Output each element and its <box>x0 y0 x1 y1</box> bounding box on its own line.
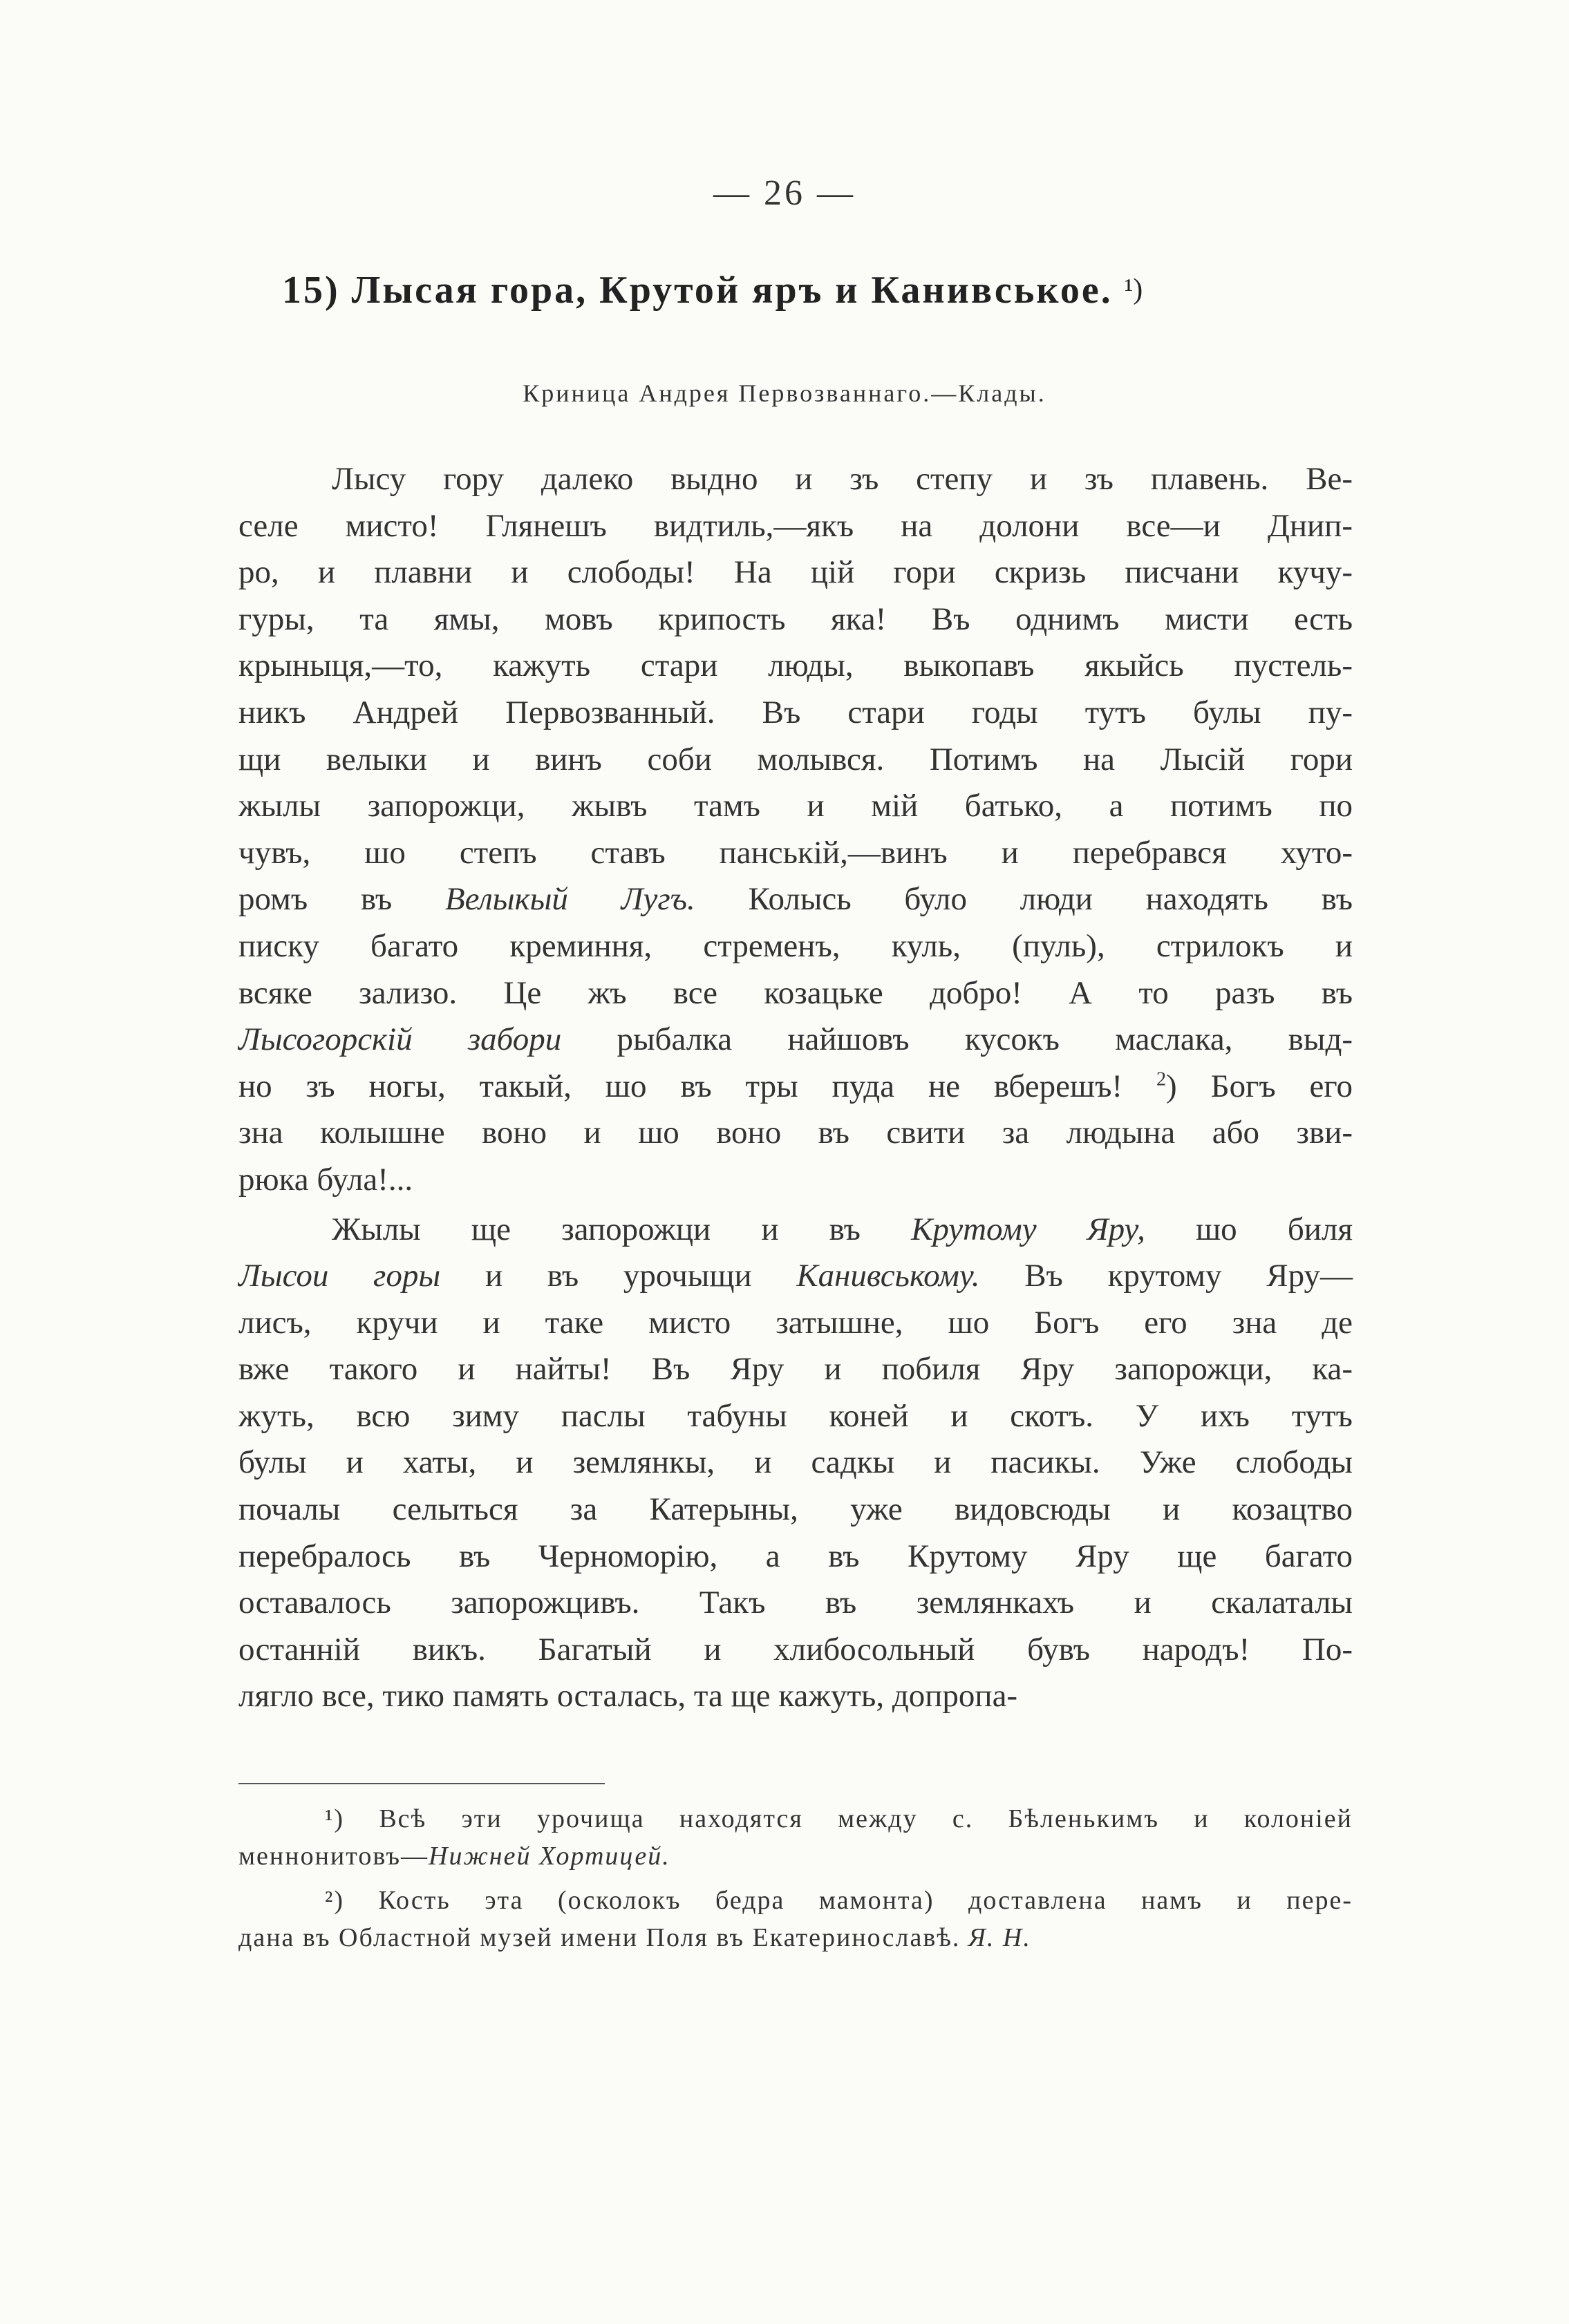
text-line <box>238 1110 1353 1157</box>
text-line <box>238 1157 1353 1204</box>
text-run: писку багато креминня, стременъ, куль, (пуль), стрилокъ и <box>238 927 1353 964</box>
paragraph-2 <box>238 1207 1353 1721</box>
text-run: селе мисто! Глянешъ видтиль,—якъ на долони все—и Днип- <box>238 507 1353 544</box>
text-run: жуть, всю зиму паслы табуны коней и скотъ. У ихъ тутъ <box>238 1397 1353 1434</box>
chapter-footnote-ref: ¹) <box>1124 274 1143 305</box>
text-run: но зъ ногы, такый, шо въ тры пуда не вберешъ! <box>238 1068 1156 1104</box>
italic-text-run: Крутому Яру, <box>911 1211 1145 1247</box>
text-line <box>238 1300 1353 1347</box>
italic-text-run: Я. Н. <box>968 1923 1031 1952</box>
text-line <box>238 1346 1353 1393</box>
text-run: оставалось запорожцивъ. Такъ въ землянкахъ и скалаталы <box>238 1585 1353 1621</box>
chapter-title <box>282 268 1143 312</box>
text-run: лягло все, тико память осталась, та ще кажуть, допропа- <box>238 1678 1018 1714</box>
text-run: жылы запорожци, жывъ тамъ и мій батько, а потимъ по <box>238 788 1353 824</box>
text-line <box>238 456 1353 503</box>
text-line <box>238 1533 1353 1580</box>
italic-text-run: Лысои горы <box>238 1258 441 1294</box>
text-line <box>238 737 1353 784</box>
text-run: перебралось въ Черноморію, а въ Крутому Яру ще багато <box>238 1538 1353 1574</box>
page-number: — 26 — <box>713 173 856 213</box>
text-run: ) Богъ его <box>1166 1068 1353 1104</box>
text-run: Въ крутому Яру— <box>979 1258 1353 1294</box>
text-line <box>238 1253 1353 1300</box>
text-line <box>238 876 1353 923</box>
text-run: крыныця,—то, кажуть стари люды, выкопавъ якыйсь пустель- <box>238 648 1353 684</box>
text-run: Лысу гору далеко выдно и зъ степу и зъ плавень. Ве- <box>332 461 1353 497</box>
chapter-title-text: 15) Лысая гора, Крутой яръ и Канивськое. <box>282 269 1113 312</box>
text-run: чувъ, шо степъ ставъ панській,—винъ и перебрався хуто- <box>238 834 1353 871</box>
text-line <box>238 1017 1353 1064</box>
text-run: меннонитовъ— <box>238 1842 429 1871</box>
text-run: ромъ въ <box>238 881 445 918</box>
italic-text-run: Велыкый Лугъ. <box>444 881 695 918</box>
text-line <box>238 1439 1353 1486</box>
text-run: ро, и плавни и слободы! На цій гори скризь писчани кучу- <box>238 554 1353 591</box>
text-line <box>238 923 1353 970</box>
paragraph-1 <box>238 456 1353 1204</box>
text-run: зна колышне воно и шо воно въ свити за людына або зви- <box>238 1115 1353 1151</box>
text-run: вже такого и найты! Въ Яру и побиля Яру запорожци, ка- <box>238 1351 1353 1388</box>
footnote-1 <box>238 1800 1353 1875</box>
text-run: всяке зализо. Це жъ все козацьке добро! А то разъ въ <box>238 974 1353 1011</box>
text-line <box>238 643 1353 690</box>
footnotes <box>238 1800 1353 1956</box>
italic-text-run: Нижней Хортицей. <box>429 1842 670 1871</box>
text-line <box>238 503 1353 550</box>
footnote-line <box>238 1919 1353 1956</box>
text-run: лисъ, кручи и таке мисто затышне, шо Богъ его зна де <box>238 1304 1353 1341</box>
text-line <box>238 1393 1353 1440</box>
text-line <box>238 1627 1353 1674</box>
text-run: Жылы ще запорожци и въ <box>332 1211 912 1247</box>
italic-text-run: Лысогорскій забори <box>238 1021 562 1058</box>
text-line <box>238 1580 1353 1627</box>
text-line <box>238 690 1353 737</box>
text-run: булы и хаты, и землянкы, и садкы и пасикы. Уже слободы <box>238 1444 1353 1481</box>
text-run: шо биля <box>1145 1211 1353 1247</box>
text-line <box>238 783 1353 830</box>
text-run: рюка була!... <box>238 1161 413 1198</box>
text-run: рыбалка найшовъ кусокъ маслака, выд- <box>561 1021 1353 1058</box>
text-line <box>238 1486 1353 1533</box>
text-line <box>238 970 1353 1017</box>
text-line <box>238 1673 1353 1720</box>
footnote-line <box>238 1838 1353 1875</box>
text-line <box>238 1064 1353 1111</box>
text-run: никъ Андрей Первозванный. Въ стари годы тутъ булы пу- <box>238 694 1353 730</box>
text-run: и въ урочыщи <box>440 1258 797 1294</box>
text-line <box>238 830 1353 877</box>
text-run: дана въ Областной музей имени Поля въ Екатеринославѣ. <box>238 1923 968 1952</box>
text-run: останній викъ. Багатый и хлибосольный бувъ народъ! По- <box>238 1631 1353 1668</box>
footnote-line <box>238 1882 1353 1919</box>
footnote-2 <box>238 1882 1353 1956</box>
text-line <box>238 596 1353 643</box>
text-line <box>238 549 1353 596</box>
body-text <box>238 456 1353 1720</box>
text-run: щи велыки и винъ соби молывся. Потимъ на Лысій гори <box>238 741 1353 777</box>
text-run: Колысь було люди находять въ <box>695 881 1353 918</box>
text-run: гуры, та ямы, мовъ крипость яка! Въ однимъ мисти есть <box>238 601 1353 637</box>
footnote-separator <box>238 1783 605 1784</box>
chapter-subtitle: Криница Андрея Первозваннаго.—Клады. <box>523 379 1046 407</box>
text-run: ²) Кость эта (осколокъ бедра мамонта) доставлена намъ и пере- <box>325 1886 1353 1915</box>
text-line <box>238 1207 1353 1254</box>
footnote-line <box>238 1800 1353 1838</box>
text-run: почалы селыться за Катерыны, уже видовсюды и козацтво <box>238 1491 1353 1528</box>
text-run: ¹) Всѣ эти урочища находятся между с. Бѣленькимъ и колоніей <box>325 1804 1353 1833</box>
italic-text-run: Канивському. <box>796 1258 980 1294</box>
footnote-marker: 2 <box>1156 1068 1167 1090</box>
